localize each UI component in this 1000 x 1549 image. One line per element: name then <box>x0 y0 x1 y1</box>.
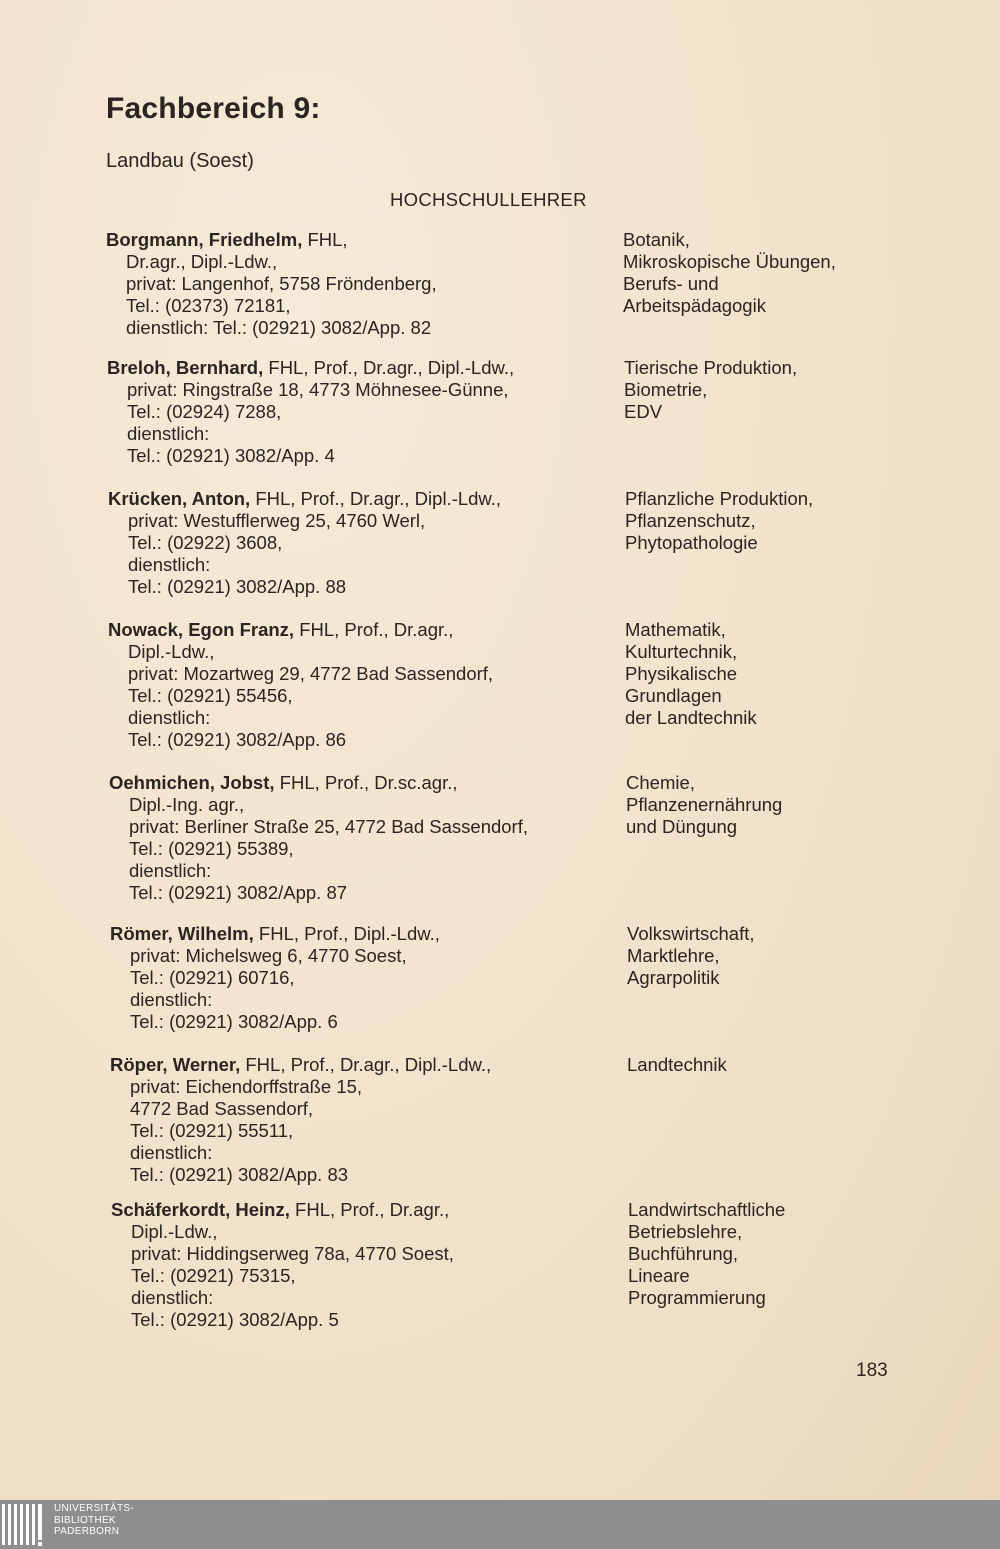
person-details <box>110 923 610 1033</box>
subject-line: Buchführung, <box>628 1243 739 1264</box>
subject-list <box>625 488 925 554</box>
subject-line: Biometrie, <box>624 379 708 400</box>
subject-line: Mathematik, <box>625 619 726 640</box>
library-logo-icon <box>0 1500 48 1549</box>
subject-line: Pflanzenernährung <box>626 794 783 815</box>
person-name: Krücken, Anton, <box>108 488 251 509</box>
subject-line: Lineare <box>628 1265 690 1286</box>
detail-line: dienstlich: <box>127 423 210 444</box>
logo-line: BIBLIOTHEK <box>54 1514 116 1526</box>
subject-list <box>627 1054 927 1076</box>
subject-line: Mikroskopische Übungen, <box>623 251 836 272</box>
subject-line: Chemie, <box>626 772 695 793</box>
subject-list <box>626 772 926 838</box>
detail-line: Tel.: (02373) 72181, <box>126 295 291 316</box>
person-title: FHL, Prof., Dr.agr., Dipl.-Ldw., <box>240 1054 492 1075</box>
detail-line: 4772 Bad Sassendorf, <box>130 1098 314 1119</box>
subject-line: Kulturtechnik, <box>625 641 738 662</box>
detail-line: Tel.: (02924) 7288, <box>127 401 282 422</box>
detail-line: privat: Michelsweg 6, 4770 Soest, <box>130 945 407 966</box>
person-details <box>108 619 608 751</box>
person-title: FHL, Prof., Dr.agr., Dipl.-Ldw., <box>263 357 515 378</box>
person-details <box>106 229 606 339</box>
detail-line: dienstlich: <box>131 1287 214 1308</box>
subject-line: EDV <box>624 401 663 422</box>
person-name: Breloh, Bernhard, <box>107 357 264 378</box>
person-name: Borgmann, Friedhelm, <box>106 229 303 250</box>
detail-line: Tel.: (02921) 3082/App. 4 <box>127 445 335 466</box>
detail-line: Tel.: (02921) 3082/App. 88 <box>128 576 347 597</box>
detail-line: privat: Westufflerweg 25, 4760 Werl, <box>128 510 426 531</box>
library-logo-text <box>54 1503 134 1538</box>
person-details <box>109 772 609 904</box>
detail-line: privat: Ringstraße 18, 4773 Möhnesee-Günne, <box>127 379 509 400</box>
detail-line: dienstlich: <box>128 707 211 728</box>
detail-line: Dipl.-Ing. agr., <box>129 794 245 815</box>
person-name: Schäferkordt, Heinz, <box>111 1199 290 1220</box>
person-details <box>107 357 607 467</box>
person-name: Röper, Werner, <box>110 1054 241 1075</box>
detail-line: Tel.: (02921) 3082/App. 6 <box>130 1011 338 1032</box>
detail-line: privat: Langenhof, 5758 Fröndenberg, <box>126 273 437 294</box>
page-heading: Fachbereich 9: <box>106 92 321 125</box>
subject-line: und Düngung <box>626 816 738 837</box>
detail-line: Tel.: (02921) 60716, <box>130 967 295 988</box>
detail-line: Tel.: (02921) 55456, <box>128 685 293 706</box>
subject-line: Volkswirtschaft, <box>627 923 755 944</box>
subject-line: Botanik, <box>623 229 690 250</box>
page-number: 183 <box>856 1360 888 1381</box>
person-name: Nowack, Egon Franz, <box>108 619 295 640</box>
subject-line: Pflanzenschutz, <box>625 510 756 531</box>
detail-line: privat: Hiddingserweg 78a, 4770 Soest, <box>131 1243 454 1264</box>
section-title: HOCHSCHULLEHRER <box>390 189 587 210</box>
detail-line: privat: Eichendorffstraße 15, <box>130 1076 363 1097</box>
detail-line: dienstlich: <box>128 554 211 575</box>
subject-line: Arbeitspädagogik <box>623 295 766 316</box>
person-title: FHL, Prof., Dr.agr., Dipl.-Ldw., <box>250 488 502 509</box>
logo-line: UNIVERSITÄTS- <box>54 1503 135 1514</box>
detail-line: privat: Mozartweg 29, 4772 Bad Sassendorf, <box>128 663 494 684</box>
subject-line: Phytopathologie <box>625 532 758 553</box>
subject-line: Agrarpolitik <box>627 967 720 988</box>
subject-list <box>624 357 924 423</box>
detail-line: Tel.: (02921) 75315, <box>131 1265 296 1286</box>
person-title: FHL, Prof., Dr.sc.agr., <box>274 772 458 793</box>
subject-line: Grundlagen <box>625 685 722 706</box>
detail-line: Dipl.-Ldw., <box>128 641 215 662</box>
detail-line: dienstlich: <box>130 1142 213 1163</box>
detail-line: Dr.agr., Dipl.-Ldw., <box>126 251 278 272</box>
detail-line: Tel.: (02921) 3082/App. 83 <box>130 1164 349 1185</box>
detail-line: Tel.: (02921) 3082/App. 86 <box>128 729 347 750</box>
detail-line: Tel.: (02921) 55511, <box>130 1120 294 1141</box>
subheading: Landbau (Soest) <box>106 150 254 172</box>
person-details <box>108 488 608 598</box>
person-title: FHL, Prof., Dr.agr., <box>294 619 454 640</box>
subject-line: Landtechnik <box>627 1054 727 1075</box>
subject-line: Tierische Produktion, <box>624 357 798 378</box>
subject-line: der Landtechnik <box>625 707 757 728</box>
library-footer-bar <box>0 1500 1000 1549</box>
detail-line: Tel.: (02921) 3082/App. 5 <box>131 1309 339 1330</box>
subject-line: Programmierung <box>628 1287 766 1308</box>
logo-line: PADERBORN <box>54 1526 120 1537</box>
person-title: FHL, Prof., Dipl.-Ldw., <box>253 923 440 944</box>
detail-line: dienstlich: <box>129 860 212 881</box>
subject-list <box>627 923 927 989</box>
detail-line: Dipl.-Ldw., <box>131 1221 218 1242</box>
person-name: Oehmichen, Jobst, <box>109 772 275 793</box>
subject-line: Physikalische <box>625 663 738 684</box>
subject-line: Betriebslehre, <box>628 1221 743 1242</box>
person-name: Römer, Wilhelm, <box>110 923 254 944</box>
detail-line: privat: Berliner Straße 25, 4772 Bad Sassendorf, <box>129 816 528 837</box>
detail-line: dienstlich: <box>130 989 213 1010</box>
person-details <box>111 1199 611 1331</box>
detail-line: Tel.: (02921) 55389, <box>129 838 294 859</box>
subject-list <box>625 619 925 729</box>
detail-line: Tel.: (02922) 3608, <box>128 532 283 553</box>
subject-list <box>623 229 923 317</box>
subject-line: Pflanzliche Produktion, <box>625 488 814 509</box>
detail-line: dienstlich: Tel.: (02921) 3082/App. 82 <box>126 317 432 338</box>
subject-line: Marktlehre, <box>627 945 720 966</box>
person-details <box>110 1054 610 1186</box>
subject-line: Berufs- und <box>623 273 719 294</box>
subject-list <box>628 1199 928 1309</box>
person-title: FHL, Prof., Dr.agr., <box>289 1199 450 1220</box>
subject-line: Landwirtschaftliche <box>628 1199 786 1220</box>
person-title: FHL, <box>302 229 348 250</box>
detail-line: Tel.: (02921) 3082/App. 87 <box>129 882 348 903</box>
